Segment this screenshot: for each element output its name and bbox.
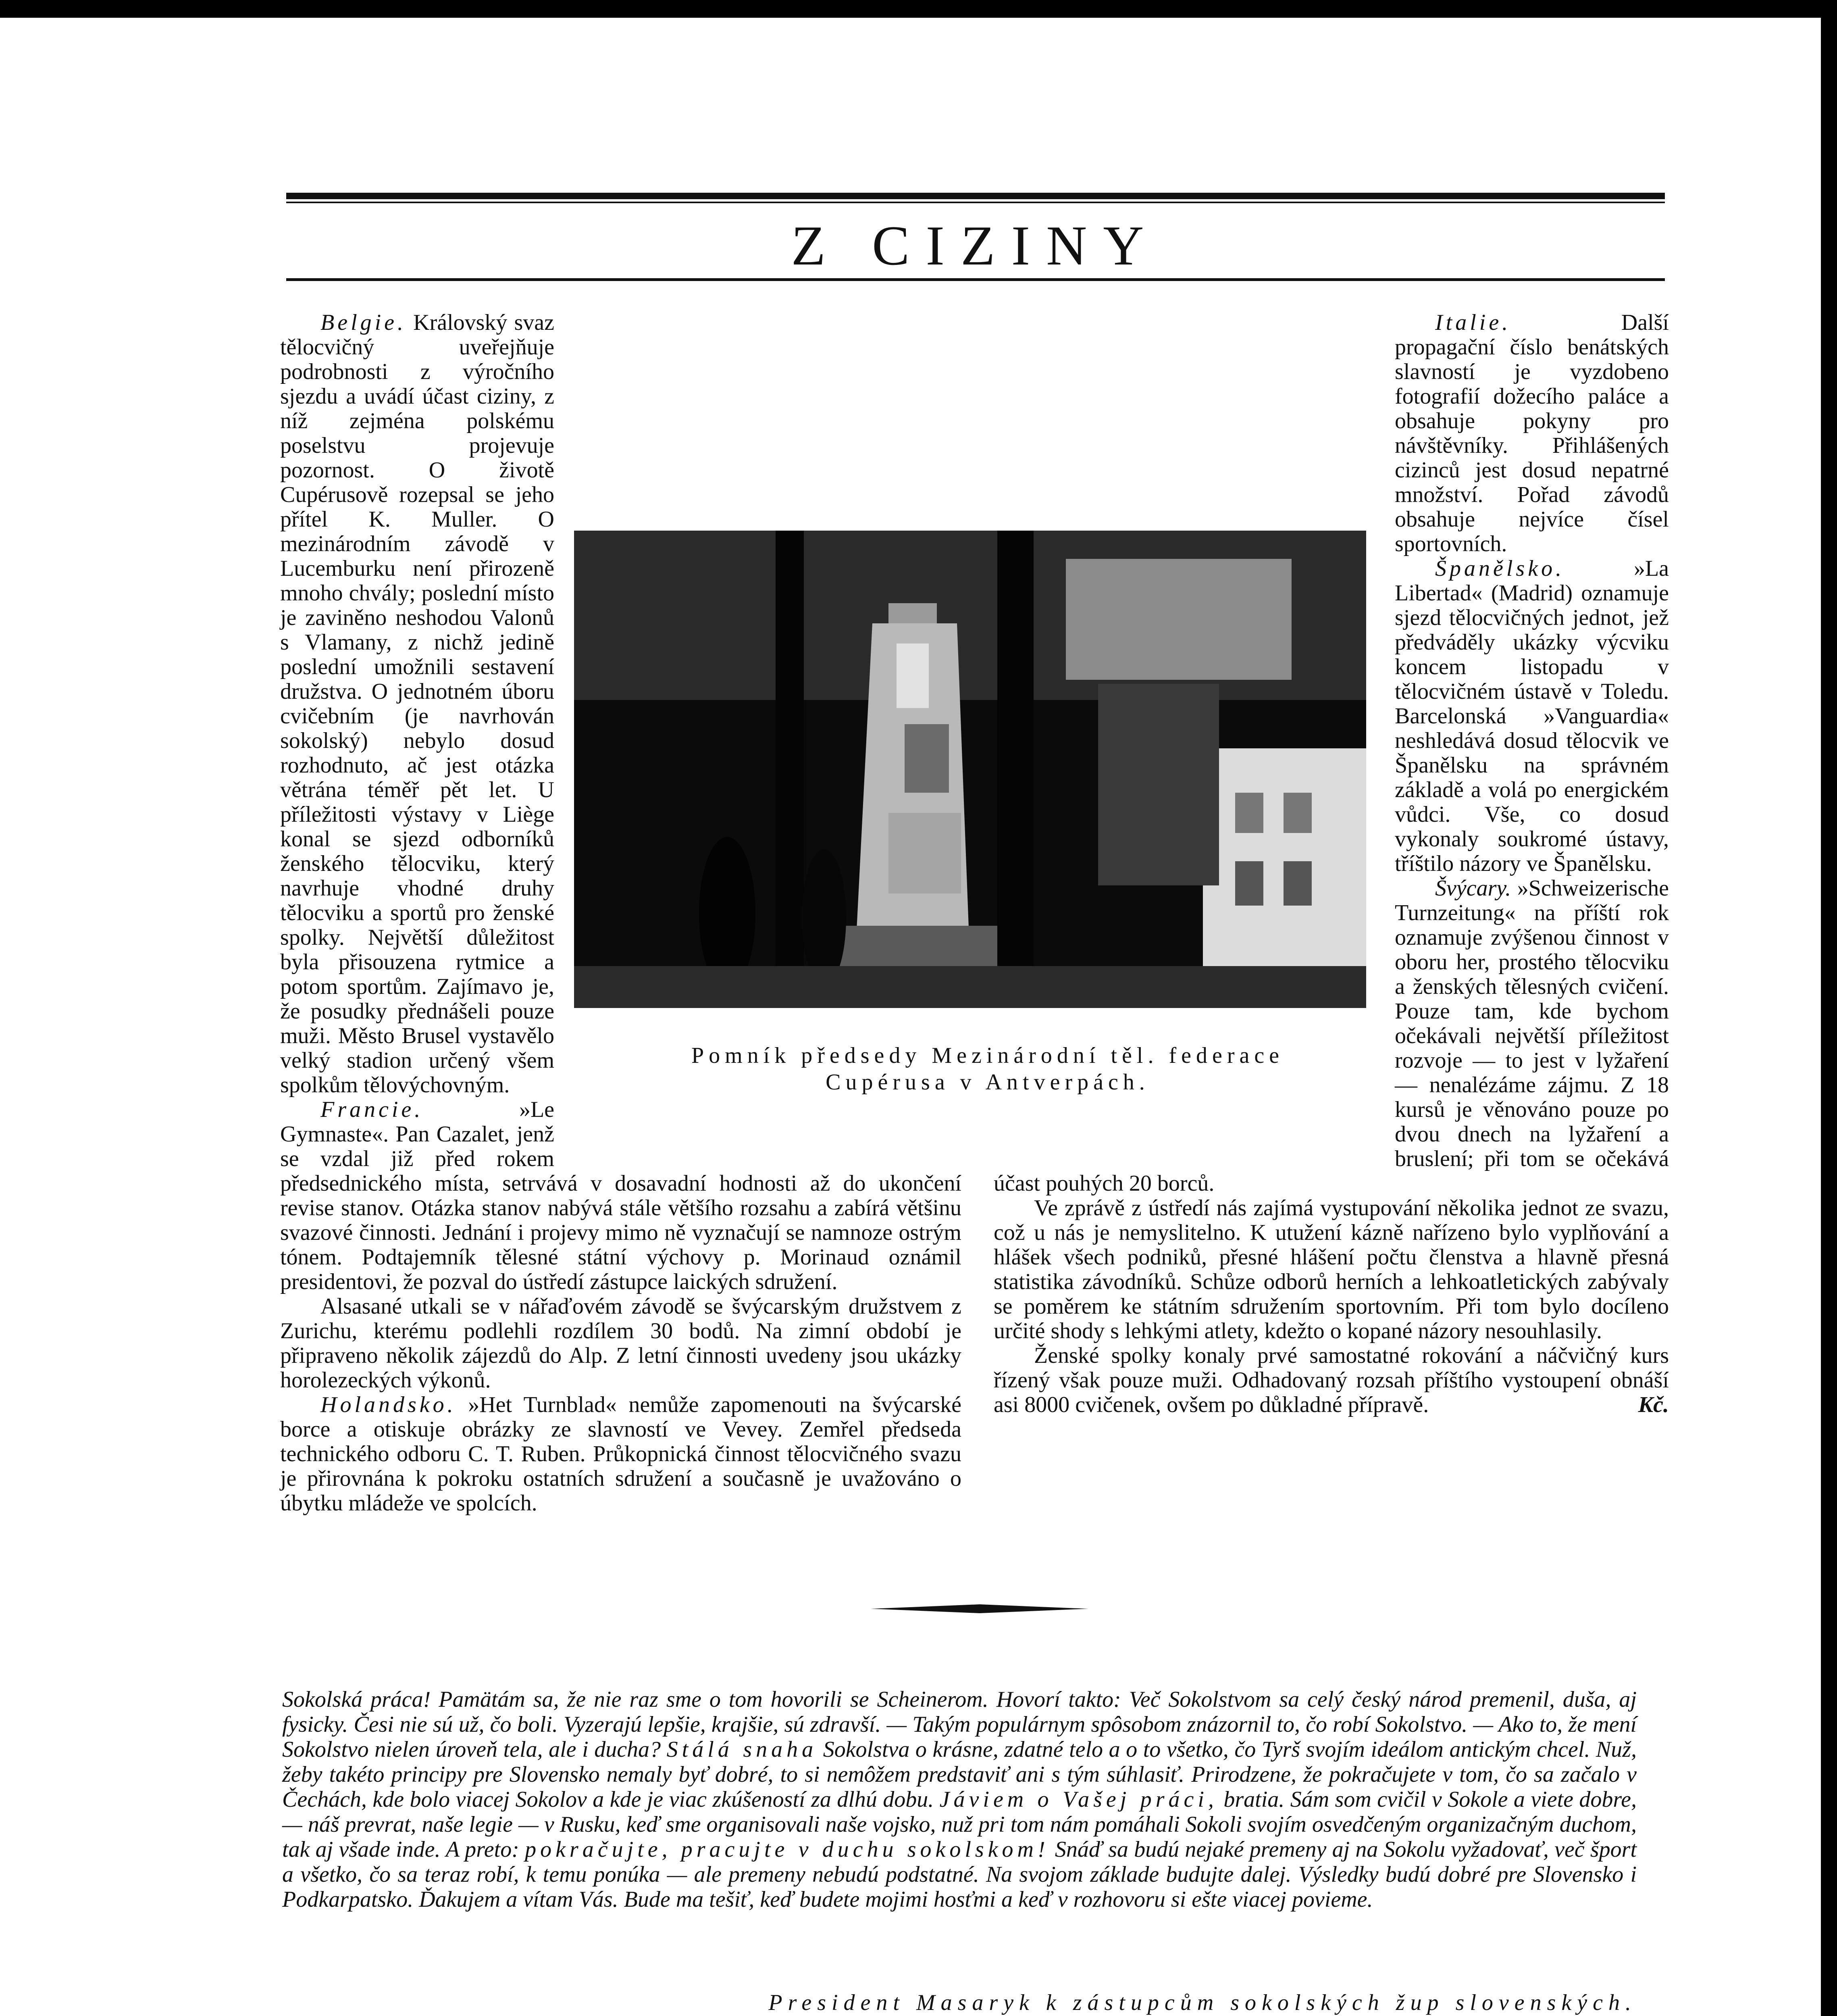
quote-part-4: Snáď sa budú nejaké premeny aj na Sokolu vyžadovať, več šport a všetko, čo sa teraz robí, k temu ponúka — ale premeny nebudú podstatné. Na svojom základe budujte dalej. Výsledky budú dobré pre Slovensko i Podkarpatsko. Ďakujem a vítam Vás. Bude ma tešiť, keď budete mojimi hosťmi a keď v rozhovoru si ešte viacej povieme. <box>282 1837 1637 1912</box>
article-svycary-2: Ve zprávě z ústředí nás zajímá vystupování několika jednot ze svazu, což u nás je nemyslitelno. K utužení kázně nařízeno bylo vyplňování a hlášek všech podniků, přesné hlášení počtu členstva a hlavně přesná statistika závodníků. Schůze odborů herních a lehkoatletických zabývaly se poměrem ke státním sdružením sportovním. Při tom bylo docíleno určité shody s lehkými atlety, kdežto o kopané názory nesouhlasily. <box>994 1195 1669 1343</box>
photo-float-spacer <box>554 512 961 1153</box>
quote-part-1: Sokolská práca! Pamätám sa, že nie raz sme o tom hovorili se Scheinerom. Hovorí takto: Več Sokolstvom sa celý český národ premenil, duša, aj fysicky. Česi nie sú už, čo boli. Vyzerajú lepšie, krajšie, sú zdravší. — Takým populárnym spôsobom znázornil to, čo robí Sokolstvo. — Ako to, že mení Sokolstvo nielen úroveň tela, ale i ducha? <box>282 1687 1637 1762</box>
article-svycary-3 <box>994 1343 1669 1417</box>
quote-emphasis-3: pokračujte, pracujte v duchu sokolskom! <box>525 1837 1049 1862</box>
svycary-text: »Schweizerische Turnzeitung« na příští rok oznamuje zvýšenou činnost v oboru her, prostého tělocviku a ženských tělesných cvičení. Pouze tam, kde bychom očekávali největší příležitost rozvoje — to jest v lyžaření — nenalézáme zájmu. Z 18 kursů je věnováno pouze po dvou dnech na lyžaření a bruslení; při tom se očekává účast pouhých 20 borců. <box>994 876 1669 1196</box>
photo-caption-line-2: Cupérusa v Antverpách. <box>826 1070 1150 1095</box>
scan-border-top <box>0 0 1837 18</box>
author-signature: Kč. <box>1638 1392 1669 1417</box>
ornamental-divider <box>871 1603 1088 1615</box>
country-holandsko: Holandsko. <box>320 1392 456 1417</box>
quote-part-3: bratia. Sám som cvičil v Sokole a viete dobre, — náš prevrat, naše legie — v Rusku, keď sme organisovali naše vojsko, nuž pri tom nám pomáhali Sokoli svojím osvedčeným organizačným duchom, tak aj všade inde. A preto: <box>282 1787 1637 1862</box>
quote-attribution: President Masaryk k zástupcům sokolských žup slovenských. <box>768 1990 1637 2015</box>
italie-text: Další propagační číslo benátských slavností je vyzdobeno fotografií dožecího paláce a obsahuje pokyny pro návštěvníky. Přihlášených cizinců jest dosud nepatrné množství. Pořad závodů obsahuje nejvíce čísel sportovních. <box>1395 310 1669 556</box>
left-column <box>280 310 961 1516</box>
right-column <box>994 310 1669 1417</box>
country-francie: Francie. <box>320 1097 424 1122</box>
masaryk-quote <box>282 1687 1637 1912</box>
country-italie: Italie. <box>1435 310 1511 335</box>
svycary-3-text: Ženské spolky konaly prvé samostatné rokování a náčvičný kurs řízený však pouze muži. Odhadovaný rozsah příštího vystoupení obnáší asi 8000 cvičenek, ovšem po důkladné přípravě. <box>994 1343 1669 1417</box>
article-francie-2: Alsasané utkali se v nářaďovém závodě se švýcarským družstvem z Zurichu, kterému podlehli rozdílem 30 bodů. Na zimní období je připraveno několik zájezdů do Alp. Z letní činnosti uvedeny jsou ukázky horolezeckých výkonů. <box>280 1294 961 1393</box>
country-belgie: Belgie. <box>320 310 407 335</box>
country-spanelsko: Španělsko. <box>1435 556 1565 581</box>
section-title: Z CIZINY <box>791 215 1160 277</box>
quote-emphasis-1: Stálá snaha <box>666 1737 818 1762</box>
belgie-text: Královský svaz tělocvičný uveřejňuje podrobnosti z výročního sjezdu a uvádí účast ciziny, z níž zejména polskému poselstvu projevuje pozornost. O životě Cupérusově rozepsal se jeho přítel K. Muller. O mezinárodním závodě v Lucemburku není přirozeně mnoho chvály; poslední místo je zaviněno neshodou Valonů s Vlamany, z nichž jedině poslední umožnili sestavení družstva. O jednotném úboru cvičebním (je navrhován sokolský) nebylo dosud rozhodnuto, ač jest otázka větrána téměř pět let. U příležitosti výstavy v Liège konal se sjezd odborníků ženského tělocviku, který navrhuje vhodné druhy tělocviku a sportů pro ženské spolky. Největší důležitost byla přisouzena rytmice a potom sportům. Zajímavo je, že posudky přednášeli pouze muži. Město Brusel vystavělo velký stadion určený všem spolkům tělovýchovným. <box>280 310 554 1098</box>
photo-float-spacer-right <box>994 520 1395 1161</box>
article-holandsko <box>280 1393 961 1516</box>
holandsko-text: »Het Turnblad« nemůže zapomenouti na švýcarské borce a otiskuje obrázky ze slavností ve Vevey. Zemřel předseda technického odboru C. T. Ruben. Průkopnická činnost tělocvičného svazu je přirovnána k pokroku ostatních sdružení a současně je uvažováno o úbytku mládeže ve spolcích. <box>280 1392 961 1516</box>
article-italie <box>994 310 1669 556</box>
country-svycary: Švýcary. <box>1435 876 1511 901</box>
photo-caption-line-1: Pomník předsedy Mezinárodní těl. federace <box>691 1043 1284 1068</box>
francie-text: »Le Gymnaste«. Pan Cazalet, jenž se vzdal již před rokem předsednického místa, setrvává v dosavadní hodnosti až do ukončení revise stanov. Otázka stanov nabývá stále většího rozsahu a zabírá většinu svazové činnosti. Jednání i projevy mimo ně vyznačují se namnoze ostrým tónem. Podtajemník tělesné státní výchovy p. Morinaud oznámil presidentovi, že pozval do ústředí zástupce laických sdružení. <box>280 1097 961 1294</box>
spanelsko-text: »La Libertad« (Madrid) oznamuje sjezd tělocvičných jednot, jež předváděly ukázky výcviku koncem listopadu v tělocvičném ústavě v Toledu. Barcelonská »Vanguardia« neshledává dosud tělocvik ve Španělsku na správném základě a volá po energickém vůdci. Vše, co dosud vykonaly soukromé ústavy, tříštilo názory ve Španělsku. <box>1395 556 1669 876</box>
quote-emphasis-2: Jáviem o Vašej práci, <box>939 1787 1218 1812</box>
header-rule-bottom <box>286 278 1665 281</box>
header-rule-top <box>286 193 1665 199</box>
scan-border-right <box>1821 0 1837 2016</box>
quote-part-2: Sokolstva o krásne, zdatné telo a o to všetko, čo Tyrš svojím ideálom antickým chcel. Nuž, žeby takéto principy pre Slovensko nemaly byť dobré, to si nemôžem predstaviť ani s tým súhlasiť. Prirodzene, že pokračujete v tom, čo sa začalo v Čechách, kde bolo viacej Sokolov a kde je viac zkúšeností za dlhú dobu. <box>282 1737 1637 1812</box>
header-rule-top-thin <box>286 202 1665 203</box>
